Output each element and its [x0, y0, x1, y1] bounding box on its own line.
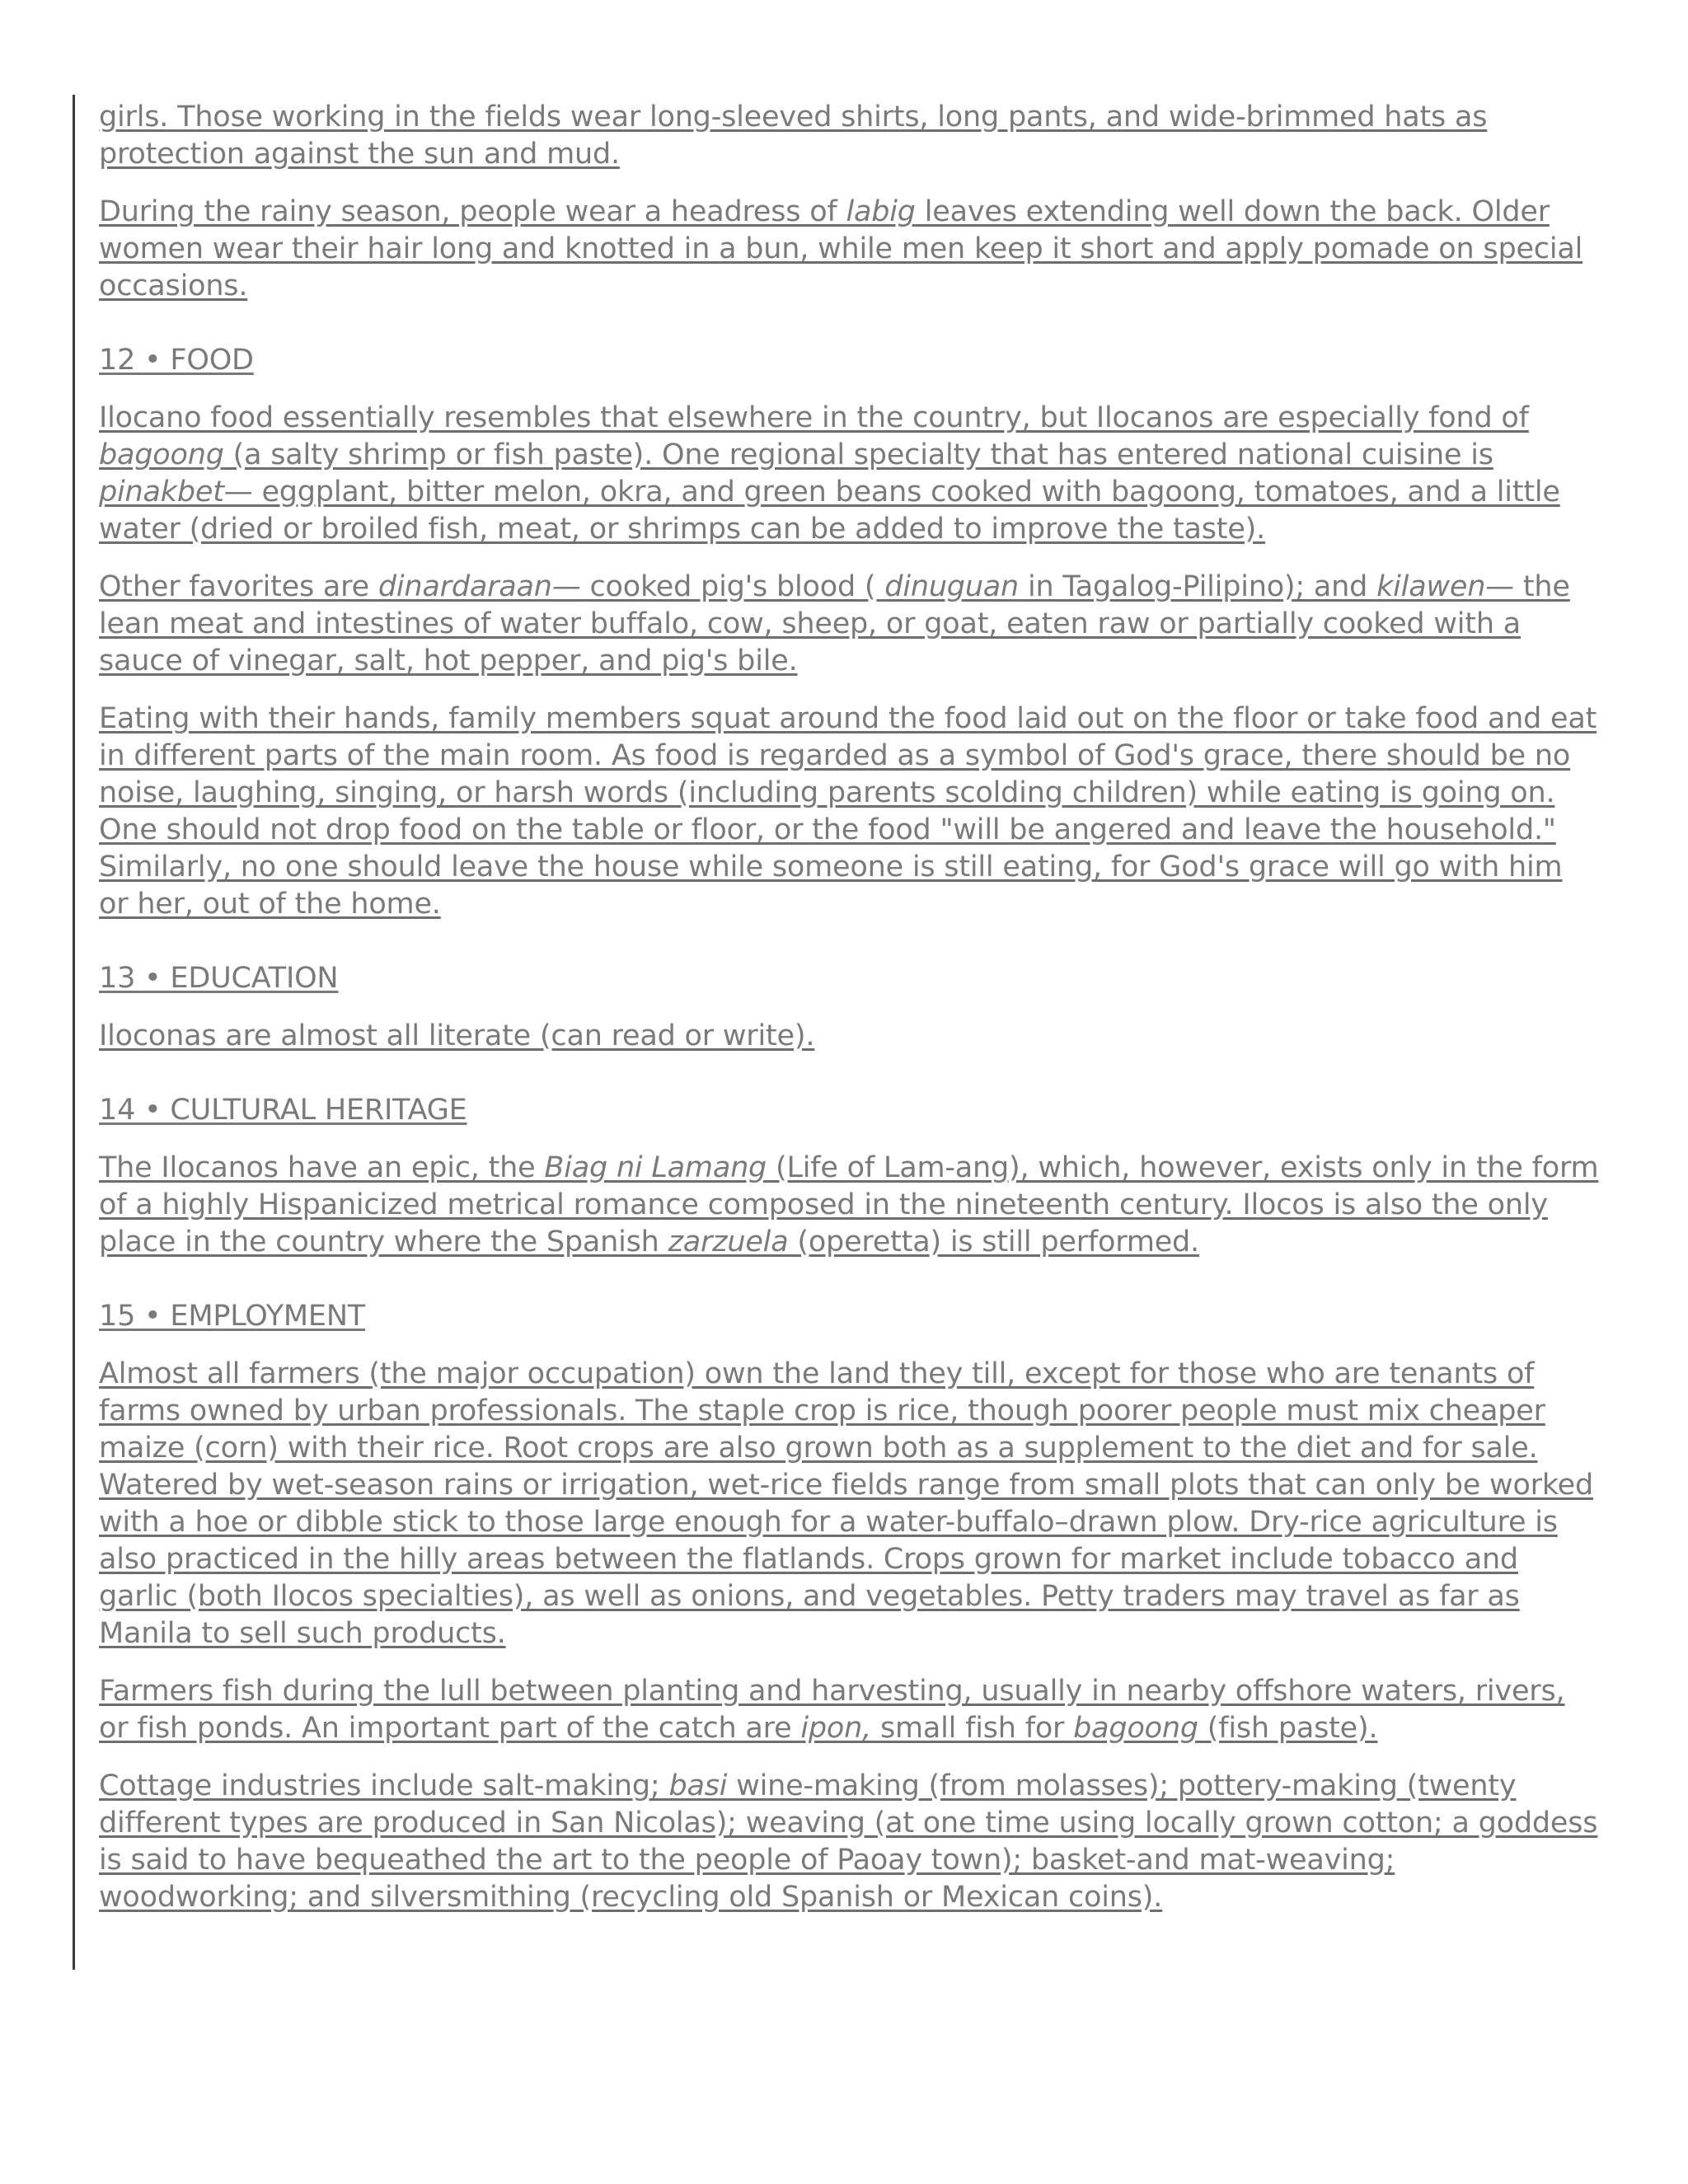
paragraph-food-2: Other favorites are dinardaraan— cooked pig's blood ( dinuguan in Tagalog-Pilipino); and kilawen— the lean meat and intestines of water buffalo, cow, sheep, or goat, eaten raw or partially cooked with a sauce of vinegar, salt, hot pepper, and pig's bile. [99, 570, 1570, 677]
paragraph-education-1: Iloconas are almost all literate (can read or write). [99, 1019, 815, 1052]
paragraph-clothing-fieldwork: girls. Those working in the fields wear long-sleeved shirts, long pants, and wide-brimmed hats as protection against the sun and mud. [99, 101, 1488, 171]
paragraph-heritage-1: The Ilocanos have an epic, the Biag ni Lamang (Life of Lam-ang), which, however, exists only in the form of a highly Hispanicized metrical romance composed in the nineteenth century. Ilocos is also the only place in the country where the Spanish zarzuela (operetta) is still performed. [99, 1151, 1599, 1258]
section-heading-cultural-heritage: 14 • CULTURAL HERITAGE [99, 1094, 467, 1127]
document-body [99, 99, 1599, 1937]
paragraph-employment-1: Almost all farmers (the major occupation) own the land they till, except for those who are tenants of farms owned by urban professionals. The staple crop is rice, though poorer people must mix cheaper maize (corn) with their rice. Root crops are also grown both as a supplement to the diet and for sale. Watered by wet-season rains or irrigation, wet-rice fields range from small plots that can only be worked with a hoe or dibble stick to those large enough for a water-buffalo–drawn plow. Dry-rice agriculture is also practiced in the hilly areas between the flatlands. Crops grown for market include tobacco and garlic (both Ilocos specialties), as well as onions, and vegetables. Petty traders may travel as far as Manila to sell such products. [99, 1357, 1594, 1650]
paragraph-employment-3: Cottage industries include salt-making; basi wine-making (from molasses); pottery-making (twenty different types are produced in San Nicolas); weaving (at one time using locally grown cotton; a goddess is said to have bequeathed the art to the people of Paoay town); basket-and mat-weaving; woodworking; and silversmithing (recycling old Spanish or Mexican coins). [99, 1769, 1598, 1914]
section-heading-employment: 15 • EMPLOYMENT [99, 1300, 365, 1333]
paragraph-clothing-rainy-season: During the rainy season, people wear a headress of labig leaves extending well down the back. Older women wear their hair long and knotted in a bun, while men keep it short and apply pomade on special occasions. [99, 195, 1583, 302]
section-heading-education: 13 • EDUCATION [99, 962, 339, 995]
left-margin-rule [73, 95, 75, 1970]
paragraph-employment-2: Farmers fish during the lull between planting and harvesting, usually in nearby offshore waters, rivers, or fish ponds. An important part of the catch are ipon, small fish for bagoong (fish paste). [99, 1675, 1565, 1745]
paragraph-food-1: Ilocano food essentially resembles that elsewhere in the country, but Ilocanos are especially fond of bagoong (a salty shrimp or fish paste). One regional specialty that has entered national cuisine is pinakbet— eggplant, bitter melon, okra, and green beans cooked with bagoong, tomatoes, and a little water (dried or broiled fish, meat, or shrimps can be added to improve the taste). [99, 401, 1560, 546]
section-heading-food: 12 • FOOD [99, 344, 254, 377]
paragraph-food-3: Eating with their hands, family members squat around the food laid out on the floor or take food and eat in different parts of the main room. As food is regarded as a symbol of God's grace, there should be no noise, laughing, singing, or harsh words (including parents scolding children) while eating is going on. One should not drop food on the table or floor, or the food "will be angered and leave the household." Similarly, no one should leave the house while someone is still eating, for God's grace will go with him or her, out of the home. [99, 702, 1597, 921]
